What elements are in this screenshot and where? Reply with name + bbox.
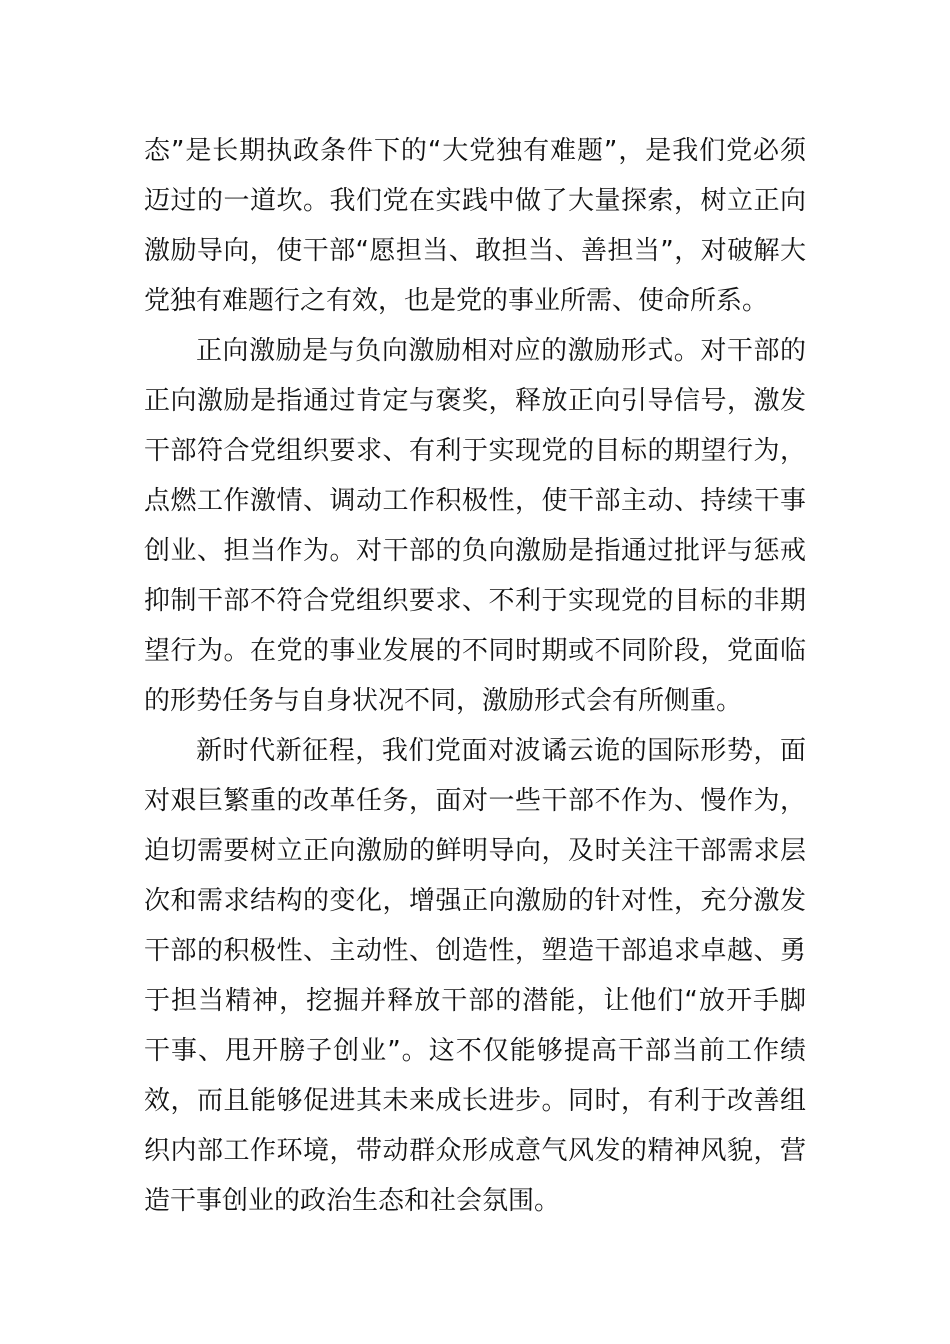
- paragraph-positive-incentive-definition: 正向激励是与负向激励相对应的激励形式。对干部的正向激励是指通过肯定与褒奖，释放正向引导信号，激发干部符合党组织要求、有利于实现党的目标的期望行为，点燃工作激情、调动工作积极性，使干部主动、持续干事创业、担当作为。对干部的负向激励是指通过批评与惩戒抑制干部不符合党组织要求、不利于实现党的目标的非期望行为。在党的事业发展的不同时期或不同阶段，党面临的形势任务与自身状况不同，激励形式会有所侧重。: [144, 336, 806, 716]
- document-body: [144, 126, 806, 1226]
- paragraph-continuation: 态”是长期执政条件下的“大党独有难题”，是我们党必须迈过的一道坎。我们党在实践中做了大量探索，树立正向激励导向，使干部“愿担当、敢担当、善担当”，对破解大党独有难题行之有效，也是党的事业所需、使命所系。: [144, 136, 806, 316]
- paragraph-new-era: 新时代新征程，我们党面对波谲云诡的国际形势，面对艰巨繁重的改革任务，面对一些干部不作为、慢作为，迫切需要树立正向激励的鲜明导向，及时关注干部需求层次和需求结构的变化，增强正向激励的针对性，充分激发干部的积极性、主动性、创造性，塑造干部追求卓越、勇于担当精神，挖掘并释放干部的潜能，让他们“放开手脚干事、甩开膀子创业”。这不仅能够提高干部当前工作绩效，而且能够促进其未来成长进步。同时，有利于改善组织内部工作环境，带动群众形成意气风发的精神风貌，营造干事创业的政治生态和社会氛围。: [144, 736, 806, 1216]
